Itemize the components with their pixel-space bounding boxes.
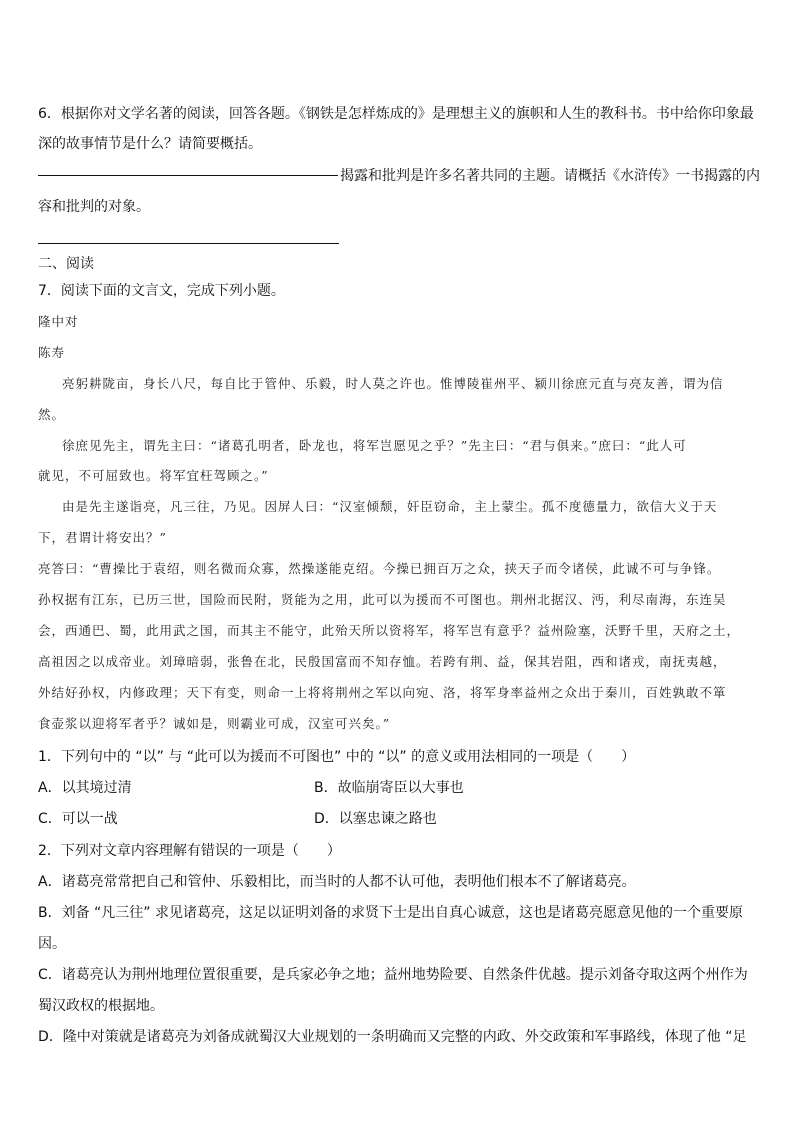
sub2-option-c-cont: 蜀汉政权的根据地。 <box>38 998 164 1014</box>
sub1-option-b[interactable]: B．故临崩寄臣以大事也 <box>314 780 464 796</box>
q6-line-3 <box>38 166 758 186</box>
sub1-stem: 1．下列句中的 “以” 与 “此可以为援而不可图也” 中的 “以” 的意义或用法相同的一项是（ ） <box>38 749 636 765</box>
sub2-stem: 2．下列对文章内容理解有错误的一项是（ ） <box>38 843 341 859</box>
passage-line: 然。 <box>38 407 66 422</box>
sub2-option-a[interactable]: A．诸葛亮常常把自己和管仲、乐毅相比，而当时的人都不认可他，表明他们根本不了解诸葛亮。 <box>38 874 636 890</box>
article-author: 陈寿 <box>38 345 66 360</box>
passage-line: 由是先主遂诣亮，凡三往，乃见。因屏人曰：“汉室倾颓，奸臣窃命，主上蒙尘。孤不度德量力，欲信大义于天 <box>62 499 718 514</box>
sub2-option-b-cont: 因。 <box>38 936 66 952</box>
sub2-option-b[interactable]: B．刘备 “凡三往” 求见诸葛亮，这足以证明刘备的求贤下士是出自真心诚意，这也是诸葛亮愿意见他的一个重要原 <box>38 905 744 921</box>
passage-line: 下，君谓计将安出？” <box>38 530 167 545</box>
q6-line-2: 深的故事情节是什么？请简要概括。 <box>38 136 262 152</box>
section-title: 二、阅读 <box>38 256 94 272</box>
passage-line: 孙权据有江东，已历三世，国险而民附，贤能为之用，此可以为援而不可图也。荆州北据汉、沔，利尽南海，东连吴 <box>38 592 727 607</box>
sub1-option-c[interactable]: C．可以一战 <box>38 811 118 827</box>
sub1-option-d[interactable]: D．以塞忠谏之路也 <box>314 811 437 827</box>
sub2-option-c[interactable]: C．诸葛亮认为荆州地理位置很重要，是兵家必争之地；益州地势险要、自然条件优越。提示刘备夺取这两个州作为 <box>38 967 748 983</box>
q6-line-3-text: 揭露和批判是许多名著共同的主题。请概括《水浒传》一书揭露的内 <box>340 168 760 184</box>
passage-line: 高祖因之以成帝业。刘璋暗弱，张鲁在北，民殷国富而不知存恤。若跨有荆、益，保其岩阻，西和诸戎，南抚夷越， <box>38 654 727 669</box>
passage-line: 亮躬耕陇亩，身长八尺，每自比于管仲、乐毅，时人莫之许也。惟博陵崔州平、颍川徐庶元直与亮友善，谓为信 <box>62 376 724 391</box>
passage-line: 食壶浆以迎将军者乎？诚如是，则霸业可成，汉室可兴矣。” <box>38 716 391 731</box>
passage-line: 就见，不可屈致也。将军宜枉驾顾之。” <box>38 468 269 483</box>
answer-blank-2[interactable] <box>38 243 339 244</box>
article-title: 隆中对 <box>38 314 79 329</box>
passage-line: 会，西通巴、蜀，此用武之国，而其主不能守，此殆天所以资将军，将军岂有意乎？益州险塞，沃野千里，天府之土， <box>38 623 741 638</box>
passage-line: 外结好孙权，内修政理；天下有变，则命一上将将荆州之军以向宛、洛，将军身率益州之众出于秦川，百姓孰敢不箪 <box>38 685 727 700</box>
passage-line: 徐庶见先主，谓先主曰：“诸葛孔明者，卧龙也，将军岂愿见之乎？”先主曰：“君与俱来。”庶曰：“此人可 <box>62 438 687 453</box>
answer-blank-1[interactable] <box>38 175 338 176</box>
q6-line-1: 6．根据你对文学名著的阅读，回答各题。《钢铁是怎样炼成的》是理想主义的旗帜和人生的教科书。书中给你印象最 <box>38 106 754 122</box>
q7-intro: 7．阅读下面的文言文，完成下列小题。 <box>38 283 285 299</box>
passage-line: 亮答曰：“曹操比于袁绍，则名微而众寡，然操遂能克绍。今操已拥百万之众，挟天子而令诸侯，此诚不可与争锋。 <box>38 561 721 576</box>
q6-line-4: 容和批判的对象。 <box>38 199 150 215</box>
sub1-option-a[interactable]: A．以其境过清 <box>38 780 132 796</box>
sub2-option-d[interactable]: D．隆中对策就是诸葛亮为刘备成就蜀汉大业规划的一条明确而又完整的内政、外交政策和军事路线，体现了他 “足 <box>38 1029 747 1045</box>
